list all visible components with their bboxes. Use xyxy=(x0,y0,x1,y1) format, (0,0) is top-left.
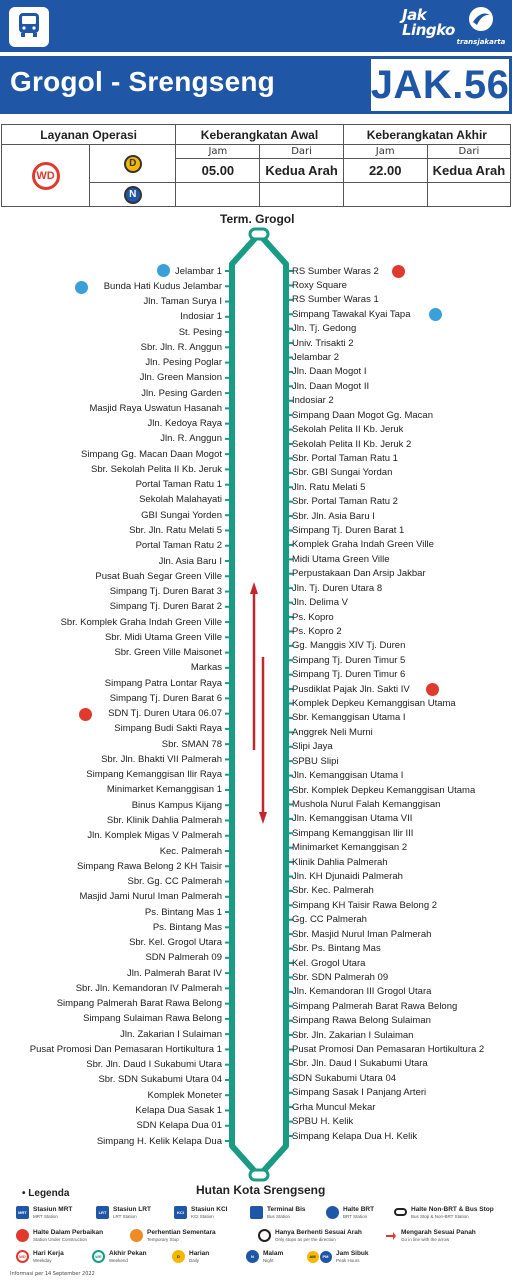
stop-label: Sbr. Jln. Asia Baru I xyxy=(292,510,375,522)
stop-label: Ps. Kopro xyxy=(292,611,334,623)
stop-label: Jln. Komplek Migas V Palmerah xyxy=(87,830,222,842)
legend-sublabel: Daily xyxy=(189,1258,200,1263)
stop-label: Komplek Depkeu Kemanggisan Utama xyxy=(292,698,456,709)
stop-label: SDN Kelapa Dua 01 xyxy=(136,1120,222,1132)
stop-label: Gg. CC Palmerah xyxy=(292,914,367,926)
legend-sublabel: Temporary Stop xyxy=(147,1237,179,1242)
legend-label: Hanya Berhenti Sesuai Arah xyxy=(275,1229,362,1236)
stop-label: Bunda Hati Kudus Jelambar xyxy=(103,280,222,292)
route-name: Grogol - Srengseng xyxy=(10,66,275,97)
first-time-label: Jam xyxy=(176,145,260,159)
stop-label: Sbr. Sekolah Pelita II Kb. Jeruk xyxy=(91,463,222,475)
stop-label: Sbr. Klinik Dahlia Palmerah xyxy=(106,814,222,826)
legend-sublabel: Weekday xyxy=(33,1258,52,1263)
stop-label: Sbr. Masjid Nurul Iman Palmerah xyxy=(292,928,432,940)
last-time-label: Jam xyxy=(343,145,427,159)
pm-badge: PM xyxy=(320,1251,332,1263)
stop-label: Jln. KH Djunaidi Palmerah xyxy=(292,871,403,882)
night-empty-1 xyxy=(176,183,260,207)
bus-stop-icon xyxy=(394,1208,407,1216)
terminal-north: Term. Grogol xyxy=(220,212,295,226)
arrow-icon xyxy=(384,1229,397,1242)
stop-label: Binus Kampus Kijang xyxy=(131,799,222,811)
stop-label: Sbr. Green Ville Maisonet xyxy=(114,647,222,659)
stop-label: Minimarket Kemanggisan 2 xyxy=(292,842,408,854)
stop-label: Sbr. Gg. CC Palmerah xyxy=(127,876,222,888)
stop-label: Sbr. Portal Taman Ratu 2 xyxy=(292,496,398,508)
stop-label: St. Pesing xyxy=(178,326,222,338)
stop-label: Indosiar 1 xyxy=(180,311,222,323)
route-code: JAK.56 xyxy=(370,62,510,107)
stop-label: Sbr. Jln. Zakarian I Sulaiman xyxy=(292,1029,414,1041)
construction-icon xyxy=(16,1229,29,1242)
legend-label: Malam xyxy=(263,1250,284,1257)
stop-label: Sbr. Kec. Palmerah xyxy=(292,885,374,897)
daily-icon: D xyxy=(172,1250,185,1263)
legend-sublabel: LRT Station xyxy=(113,1214,137,1219)
night-empty-3 xyxy=(343,183,427,207)
night-icon: N xyxy=(246,1250,259,1263)
stop-label: Sbr. Jln. R. Anggun xyxy=(140,341,222,353)
stop-label: Simpang Tj. Duren Barat 2 xyxy=(109,601,222,613)
stop-label: Sbr. Kel. Grogol Utara xyxy=(129,937,222,949)
stop-label: Portal Taman Ratu 2 xyxy=(135,540,222,552)
legend-label: Jam Sibuk xyxy=(336,1250,369,1257)
brt-stop-icon xyxy=(429,308,442,321)
stop-label: Simpang Budi Sakti Raya xyxy=(114,723,222,735)
daily-badge: D xyxy=(124,155,142,173)
stop-label: Mushola Nurul Falah Kemanggisan xyxy=(292,798,441,810)
stop-label: Kec. Palmerah xyxy=(159,845,222,857)
stop-label: Jln. Kedoya Raya xyxy=(147,418,222,430)
legend-sublabel: Station Under Construction xyxy=(33,1237,88,1242)
stop-label: Simpang Kelapa Dua H. Kelik xyxy=(292,1130,418,1142)
kci-icon: KCI xyxy=(174,1206,187,1219)
stop-label: Jln. R. Anggun xyxy=(160,433,222,445)
stop-label: Ps. Kopro 2 xyxy=(292,625,342,637)
legend-sublabel: Bus Stop & Non-BRT Station xyxy=(411,1214,469,1219)
temporary-stop-icon xyxy=(130,1229,143,1242)
stop-label: SPBU H. Kelik xyxy=(292,1116,354,1128)
stop-label: Jln. Zakarian I Sulaiman xyxy=(120,1028,222,1040)
stop-label: Sbr. Jln. Bhakti VII Palmerah xyxy=(101,753,222,765)
stop-label: Simpang Tj. Duren Barat 1 xyxy=(292,525,405,536)
header-bar xyxy=(0,0,512,52)
stop-label: Pusdiklat Pajak Jln. Sakti IV xyxy=(292,683,410,695)
legend-label: Harian xyxy=(189,1250,210,1257)
night-badge-cell xyxy=(90,183,176,207)
legend-sublabel: Only stops as per the direction xyxy=(275,1237,336,1242)
stop-label: Roxy Square xyxy=(292,279,347,291)
stop-label: Jelambar 2 xyxy=(292,352,339,363)
stop-label: Jln. Daan Mogot I xyxy=(292,366,367,378)
brt-stop-icon xyxy=(157,264,170,277)
stop-label: SDN Sukabumi Utara 04 xyxy=(292,1072,397,1084)
stop-label: Simpang Patra Lontar Raya xyxy=(104,677,222,689)
bus-icon xyxy=(16,11,42,43)
legend-label: Mengarah Sesuai Panah xyxy=(401,1229,476,1236)
stop-label: Simpang Palmerah Barat Rawa Belong xyxy=(56,998,222,1010)
stop-label: Jelambar 1 xyxy=(175,265,222,277)
alert-icon xyxy=(392,265,405,278)
stop-label: Kel. Grogol Utara xyxy=(292,957,366,969)
legend-sublabel: Night xyxy=(263,1258,274,1263)
night-empty-2 xyxy=(260,183,343,207)
stop-label: Simpang Kemanggisan Ilir III xyxy=(292,827,414,839)
stop-label: Sbr. Portal Taman Ratu 1 xyxy=(292,452,398,464)
stop-label: Jln. Asia Baru I xyxy=(158,555,222,567)
footer-note: Informasi per 14 September 2022 xyxy=(10,1271,95,1277)
stop-label: Univ. Trisakti 2 xyxy=(292,337,354,349)
stop-label: Jln. Pesing Garden xyxy=(141,387,222,399)
direction-stop-icon xyxy=(258,1229,271,1242)
stop-label: Sbr. SDN Palmerah 09 xyxy=(292,971,389,983)
terminal-south: Hutan Kota Srengseng xyxy=(196,1183,326,1197)
legend-label: Halte Non-BRT & Bus Stop xyxy=(411,1206,494,1213)
stop-label: Sbr. Midi Utama Green Ville xyxy=(104,631,222,643)
stop-label: Sekolah Malahayati xyxy=(139,494,222,506)
stop-label: Markas xyxy=(190,662,222,674)
legend-label: Halte Dalam Perbaikan xyxy=(33,1229,104,1236)
stop-label: Simpang Rawa Belong 2 KH Taisir xyxy=(76,860,222,872)
stop-label: Masjid Raya Uswatun Hasanah xyxy=(89,402,222,414)
direction-arrow-up xyxy=(250,582,258,750)
stop-label: Gg. Manggis XIV Tj. Duren xyxy=(292,640,406,652)
last-from-value: Kedua Arah xyxy=(427,159,510,183)
stop-label: GBI Sungai Yorden xyxy=(141,509,222,521)
legend-label: Akhir Pekan xyxy=(109,1250,147,1257)
weekday-badge-cell xyxy=(2,145,90,207)
stop-label: Simpang Tj. Duren Barat 3 xyxy=(109,586,222,598)
stop-label: Jln. Green Mansion xyxy=(139,372,222,384)
stop-label: Sbr. SDN Sukabumi Utara 04 xyxy=(98,1074,222,1086)
stop-label: Klinik Dahlia Palmerah xyxy=(292,856,388,868)
first-time-value: 05.00 xyxy=(176,159,260,183)
stop-label: SDN Tj. Duren Utara 06.07 xyxy=(108,708,222,720)
weekday-badge: WD xyxy=(32,162,60,190)
stop-label: Jln. Kemandoran III Grogol Utara xyxy=(292,986,432,998)
bus-terminal-icon xyxy=(250,1206,263,1219)
stop-label: Slipi Jaya xyxy=(292,741,333,753)
am-badge: AM xyxy=(307,1251,319,1263)
stop-label: Sbr. Ps. Bintang Mas xyxy=(292,943,381,955)
stop-label: Komplek Moneter xyxy=(147,1089,222,1101)
stop-label: Jln. Pesing Poglar xyxy=(145,357,222,369)
stop-label: Portal Taman Ratu 1 xyxy=(135,479,222,491)
stop-label: Jln. Tj. Gedong xyxy=(292,323,357,335)
stop-label: Jln. Taman Surya I xyxy=(143,296,222,308)
stop-label: Jln. Ratu Melati 5 xyxy=(292,481,366,493)
legend-label: Halte BRT xyxy=(343,1206,375,1213)
brt-stop-icon xyxy=(326,1206,339,1219)
stop-label: Grha Muncul Mekar xyxy=(292,1101,376,1113)
stop-label: Jln. Kemanggisan Utama VII xyxy=(292,813,413,825)
stop-label: Sbr. Komplek Depkeu Kemanggisan Utama xyxy=(292,784,476,796)
stop-label: Simpang Sulaiman Rawa Belong xyxy=(83,1013,222,1025)
direction-arrow-down xyxy=(259,657,267,824)
legend-label: Hari Kerja xyxy=(33,1250,64,1257)
stop-label: Simpang H. Kelik Kelapa Dua xyxy=(96,1135,222,1147)
stop-label: Jln. Kemanggisan Utama I xyxy=(292,770,404,782)
legend-sublabel: KCI Station xyxy=(191,1214,214,1219)
stop-label: RS Sumber Waras 1 xyxy=(292,294,379,306)
night-badge: N xyxy=(124,186,142,204)
brt-stop-icon xyxy=(75,281,88,294)
transjakarta-logo: transjakarta xyxy=(456,6,506,46)
stop-label: Ps. Bintang Mas 1 xyxy=(144,906,222,918)
legend-label: Terminal Bis xyxy=(267,1206,306,1213)
stop-label: Simpang Kemanggisan Ilir Raya xyxy=(86,769,222,781)
stop-label: Ps. Bintang Mas xyxy=(152,921,222,933)
legend-label: Perhentian Sementara xyxy=(147,1229,216,1236)
stop-label: Jln. Delima V xyxy=(292,597,348,609)
legend-label: Stasiun KCI xyxy=(191,1206,228,1213)
stop-label: Sekolah Pelita II Kb. Jeruk 2 xyxy=(292,438,412,450)
stop-label: Pusat Buah Segar Green Ville xyxy=(95,570,222,582)
stop-label: Sekolah Pelita II Kb. Jeruk xyxy=(292,424,404,436)
daily-badge-cell xyxy=(90,145,176,183)
stop-label: Jln. Tj. Duren Utara 8 xyxy=(292,582,383,594)
stop-label: Simpang Sasak I Panjang Arteri xyxy=(292,1087,427,1099)
first-departure-header: Keberangkatan Awal xyxy=(176,125,343,145)
stop-label: Simpang Gg. Macan Daan Mogot xyxy=(81,448,222,460)
terminal-south-marker xyxy=(250,1170,268,1180)
stop-label: SPBU Slipi xyxy=(292,755,339,767)
bus-button[interactable] xyxy=(9,7,49,47)
legend-sublabel: Peak Hours xyxy=(336,1258,360,1263)
alert-icon xyxy=(79,708,92,721)
service-header: Layanan Operasi xyxy=(2,125,176,145)
mrt-icon: MRT xyxy=(16,1206,29,1219)
legend-sublabel: BRT Station xyxy=(343,1214,368,1219)
lrt-icon: LRT xyxy=(96,1206,109,1219)
stop-label: Pusat Promosi Dan Pemasaran Hortikultura 2 xyxy=(292,1044,485,1055)
stop-label: Sbr. Kemanggisan Utama I xyxy=(292,712,406,724)
route-code-box xyxy=(368,56,512,114)
stop-label: Komplek Graha Indah Green Ville xyxy=(292,539,434,551)
stop-label: Simpang Tj. Duren Timur 6 xyxy=(292,669,406,681)
legend-sublabel: Weekend xyxy=(109,1258,128,1263)
stop-label: Midi Utama Green Ville xyxy=(292,553,390,565)
stop-label: Sbr. Komplek Graha Indah Green Ville xyxy=(60,616,222,628)
peak-icon xyxy=(306,1250,332,1263)
alert-icon xyxy=(426,683,439,696)
stop-label: RS Sumber Waras 2 xyxy=(292,265,379,277)
stop-label: Simpang Daan Mogot Gg. Macan xyxy=(292,409,433,421)
stop-label: Simpang Tawakal Kyai Tapa xyxy=(292,308,411,320)
stop-label: Indosiar 2 xyxy=(292,395,334,407)
stop-label: Jln. Daan Mogot II xyxy=(292,380,370,392)
legend-label: Stasiun LRT xyxy=(113,1206,151,1213)
stop-label: Simpang Palmerah Barat Rawa Belong xyxy=(292,1000,458,1012)
legend-label: Stasiun MRT xyxy=(33,1206,73,1213)
jaklingko-logo: Jak Lingko xyxy=(402,6,455,39)
stop-label: SDN Palmerah 09 xyxy=(145,952,222,964)
stop-label: Kelapa Dua Sasak 1 xyxy=(135,1104,222,1116)
legend-sublabel: Go in line with the arrow xyxy=(401,1237,450,1242)
stop-label: Sbr. SMAN 78 xyxy=(161,738,222,750)
stop-label: Jln. Palmerah Barat IV xyxy=(126,967,222,979)
legend-sublabel: Bus Station xyxy=(267,1214,291,1219)
operations-table xyxy=(1,124,511,207)
legend-sublabel: MRT Station xyxy=(33,1214,58,1219)
last-time-value: 22.00 xyxy=(343,159,427,183)
stop-label: Masjid Jami Nurul Iman Palmerah xyxy=(79,891,222,903)
stop-label: Pusat Promosi Dan Pemasaran Hortikultura 1 xyxy=(29,1043,222,1055)
stop-label: Anggrek Neli Murni xyxy=(292,726,373,738)
first-from-value: Kedua Arah xyxy=(260,159,343,183)
stop-label: Minimarket Kemanggisan 1 xyxy=(106,784,222,796)
terminal-north-marker xyxy=(250,229,268,239)
stop-label: Sbr. Jln. Kemandoran IV Palmerah xyxy=(75,982,222,994)
stop-label: Sbr. Jln. Daud I Sukabumi Utara xyxy=(86,1059,222,1071)
legend-title: • Legenda xyxy=(22,1188,70,1199)
night-empty-4 xyxy=(427,183,510,207)
stop-label: Sbr. GBI Sungai Yordan xyxy=(292,467,393,479)
last-from-label: Dari xyxy=(427,145,510,159)
weekday-icon: WD xyxy=(16,1250,29,1263)
stop-label: Simpang Tj. Duren Timur 5 xyxy=(292,654,406,666)
first-from-label: Dari xyxy=(260,145,343,159)
stop-label: Simpang KH Taisir Rawa Belong 2 xyxy=(292,899,438,911)
stop-label: Perpustakaan Dan Arsip Jakbar xyxy=(292,568,426,580)
weekend-icon: WE xyxy=(92,1250,105,1263)
stop-label: Sbr. Jln. Daud I Sukabumi Utara xyxy=(292,1058,428,1070)
stop-label: Sbr. Jln. Ratu Melati 5 xyxy=(129,524,222,536)
stop-label: Simpang Tj. Duren Barat 6 xyxy=(109,692,222,704)
last-departure-header: Keberangkatan Akhir xyxy=(343,125,510,145)
stop-label: Simpang Rawa Belong Sulaiman xyxy=(292,1015,431,1027)
